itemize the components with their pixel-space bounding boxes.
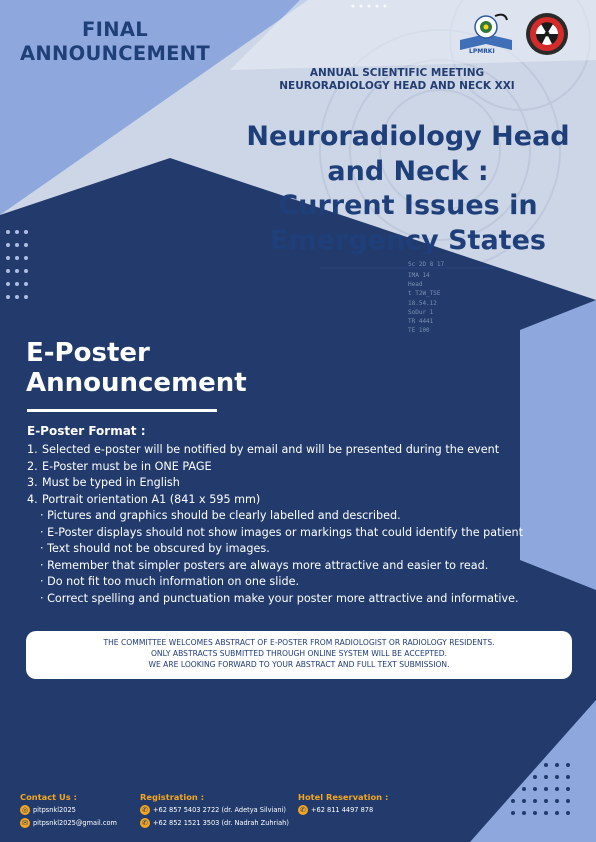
notice-line-1: THE COMMITTEE WELCOMES ABSTRACT OF E-POSTER FROM RADIOLOGIST OR RADIOLOGY RESIDENTS. <box>103 638 495 647</box>
title-line-4: Emergency States <box>270 224 546 256</box>
sub-list-item: · Do not fit too much information on one slide. <box>40 575 300 588</box>
registration-section <box>140 792 289 828</box>
sub-list-item: · Remember that simpler posters are always more attractive and easier to read. <box>40 558 489 572</box>
list-item: 2. E-Poster must be in ONE PAGE <box>27 459 212 473</box>
instagram-icon: ◎ <box>21 806 29 814</box>
email-icon: ✉ <box>20 818 30 828</box>
format-list <box>27 442 587 607</box>
whatsapp-icon: ✆ <box>140 818 150 828</box>
svg-text:Sc 2D 8 17: Sc 2D 8 17 <box>408 261 445 268</box>
event-title <box>222 120 594 258</box>
eposter-heading-line-1: E-Poster <box>26 338 150 368</box>
sub-list-item: · E-Poster displays should not show images or markings that could identify the patient <box>40 525 523 539</box>
society-emblem-logo <box>525 12 569 56</box>
list-item: 3. Must be typed in English <box>27 476 180 489</box>
contact-email: ✉ pitpsnkl2025@gmail.com <box>20 818 117 828</box>
list-item: 4. Portrait orientation A1 (841 x 595 mm) <box>27 492 261 506</box>
svg-text:t T2W_TSE: t T2W_TSE <box>408 290 441 297</box>
hotel-section <box>298 792 388 815</box>
title-line-2: and Neck : <box>327 155 489 187</box>
contact-instagram: ◎ pitpsnkl2025 <box>21 806 76 814</box>
title-line-1: Neuroradiology Head <box>246 121 570 152</box>
radiation-emblem-icon <box>525 12 569 56</box>
sub-list-item: · Text should not be obscured by images. <box>40 542 270 555</box>
meeting-subtitle <box>262 67 532 93</box>
format-heading: E-Poster Format : <box>27 424 146 438</box>
heading-divider <box>27 409 217 412</box>
eposter-heading <box>26 338 247 398</box>
sub-list-item: · Correct spelling and punctuation make your poster more attractive and informative. <box>40 591 519 605</box>
svg-text:18.54.12: 18.54.12 <box>408 300 437 307</box>
whatsapp-icon: ✆ <box>298 805 308 815</box>
whatsapp-icon: ✆ <box>140 805 150 815</box>
registration-heading: Registration : <box>140 792 205 802</box>
svg-text:IMA 14: IMA 14 <box>408 272 430 279</box>
final-announcement-label: FINAL ANNOUNCEMENT <box>19 18 211 65</box>
notice-line-3: WE ARE LOOKING FORWARD TO YOUR ABSTRACT AND FULL TEXT SUBMISSION. <box>148 660 450 669</box>
title-line-3: Current Issues in <box>278 190 538 221</box>
svg-text:SoDur 1: SoDur 1 <box>408 309 434 316</box>
contact-section <box>20 792 117 828</box>
lpmrki-logo-text: LPMRKI <box>469 48 495 55</box>
sub-list-item: · Pictures and graphics should be clearly labelled and described. <box>40 509 401 522</box>
registration-phone-2: ✆ +62 852 1521 3503 (dr. Nadrah Zuhriah) <box>140 818 289 828</box>
meeting-line-2: NEURORADIOLOGY HEAD AND NECK XXI <box>279 80 515 92</box>
committee-notice <box>26 631 572 679</box>
registration-phone-1: ✆ +62 857 5403 2722 (dr. Adetya Silviani) <box>140 805 289 815</box>
svg-text:TE 100: TE 100 <box>408 327 430 334</box>
lpmrki-logo <box>455 10 517 56</box>
meeting-line-1: ANNUAL SCIENTIFIC MEETING <box>309 67 485 79</box>
contact-heading: Contact Us : <box>20 792 77 802</box>
hotel-heading: Hotel Reservation : <box>298 792 389 802</box>
hotel-phone: ✆ +62 811 4497 878 <box>298 805 388 815</box>
notice-line-2: ONLY ABSTRACTS SUBMITTED THROUGH ONLINE SYSTEM WILL BE ACCEPTED. <box>150 649 448 658</box>
eposter-heading-line-2: Announcement <box>26 368 247 398</box>
list-item: 1. Selected e-poster will be notified by email and will be presented during the event <box>27 443 500 456</box>
svg-text:Head: Head <box>408 281 423 288</box>
svg-text:TR 4441: TR 4441 <box>408 318 434 325</box>
